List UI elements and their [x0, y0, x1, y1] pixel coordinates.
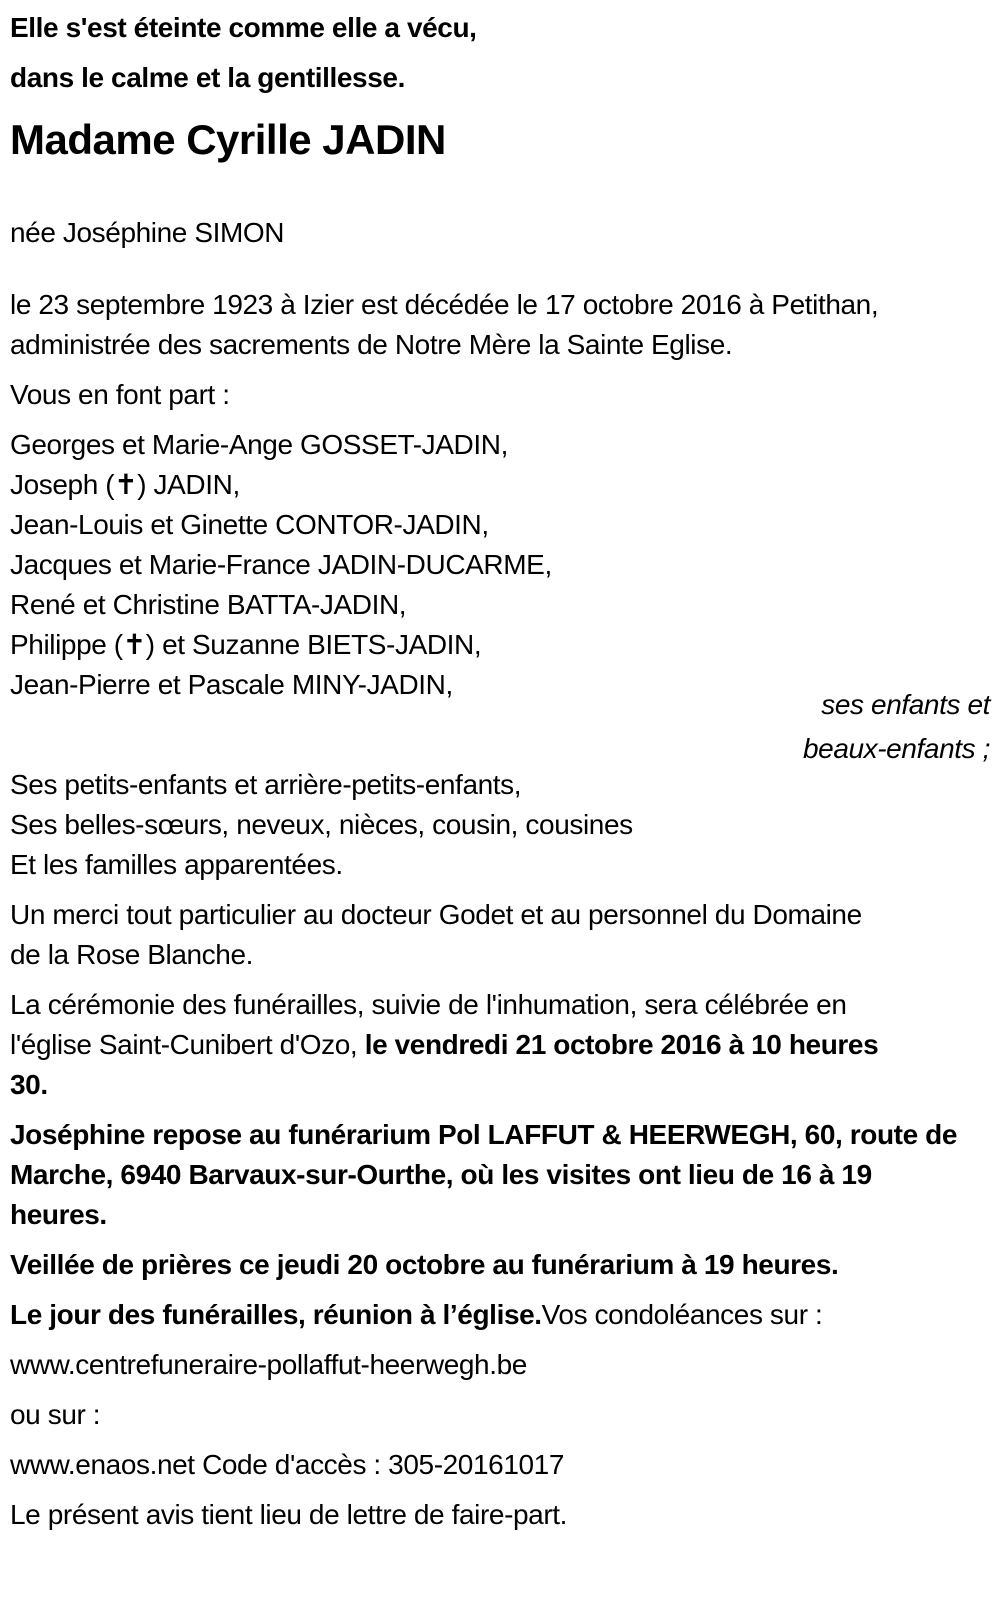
text-segment: née Joséphine SIMON [10, 217, 285, 248]
epitaph-line-1 [10, 8, 990, 48]
deceased-name: Madame Cyrille JADIN [10, 116, 446, 163]
text-segment: ou sur : [10, 1399, 101, 1430]
notice-body [10, 213, 990, 1535]
text-segment: Georges et Marie-Ange GOSSET-JADIN, [10, 429, 508, 460]
text-segment: Jacques et Marie-France JADIN-DUCARME, [10, 549, 552, 580]
text-segment: heures. [10, 1199, 107, 1230]
announcement-intro [10, 375, 990, 415]
text-segment: Ses petits-enfants et arrière-petits-enfants, [10, 769, 522, 800]
text-segment: l'église Saint-Cunibert d'Ozo, [10, 1029, 365, 1060]
website-enaos [10, 1445, 990, 1485]
text-segment: le vendredi 21 octobre 2016 à 10 heures [364, 1029, 879, 1060]
extended-family [10, 765, 990, 885]
family-list [10, 425, 990, 705]
text-segment: René et Christine BATTA-JADIN, [10, 589, 407, 620]
text-segment: administrée des sacrements de Notre Mère la Sainte Eglise. [10, 329, 733, 360]
text-segment: le 23 septembre 1923 à Izier est décédée le 17 octobre 2016 à Petithan, [10, 289, 879, 320]
text-segment: Veillée de prières ce jeudi 20 octobre au funérarium à 19 heures. [10, 1249, 839, 1280]
text-segment: Vous en font part : [10, 379, 230, 410]
ceremony [10, 985, 990, 1105]
birth-death [10, 285, 990, 365]
text-segment: Joséphine repose au funérarium Pol LAFFUT & HEERWEGH, 60, route de [10, 1119, 958, 1150]
text-segment: de la Rose Blanche. [10, 939, 254, 970]
or-on [10, 1395, 990, 1435]
text-segment: Philippe (✝) et Suzanne BIETS-JADIN, [10, 629, 482, 660]
funerarium-visits [10, 1115, 990, 1235]
text-segment: Marche, 6940 Barvaux-sur-Ourthe, où les visites ont lieu de 16 à 19 [10, 1159, 872, 1190]
text-segment: dans le calme et la gentillesse. [10, 62, 405, 93]
vigil [10, 1245, 990, 1285]
text-segment: La cérémonie des funérailles, suivie de l'inhumation, sera célébrée en [10, 989, 847, 1020]
website-primary [10, 1345, 990, 1385]
text-segment: www.enaos.net Code d'accès : 305-20161017 [10, 1449, 565, 1480]
text-segment: Et les familles apparentées. [10, 849, 343, 880]
meeting-condolences [10, 1295, 990, 1335]
epitaph-line-2 [10, 58, 990, 98]
text-segment: Vos condoléances sur : [541, 1299, 823, 1330]
epitaph-section [10, 8, 990, 98]
text-segment: Jean-Pierre et Pascale MINY-JADIN, [10, 669, 453, 700]
text-segment: 30. [10, 1069, 48, 1100]
text-segment: Le jour des funérailles, réunion à l’église. [10, 1299, 542, 1330]
faire-part-notice [10, 1495, 990, 1535]
text-segment: Jean-Louis et Ginette CONTOR-JADIN, [10, 509, 489, 540]
thanks [10, 895, 990, 975]
text-segment: Joseph (✝) JADIN, [10, 469, 240, 500]
text-segment: Un merci tout particulier au docteur Godet et au personnel du Domaine [10, 899, 862, 930]
text-segment: ses enfants et [821, 689, 990, 720]
text-segment: Le présent avis tient lieu de lettre de faire-part. [10, 1499, 568, 1530]
text-segment: Elle s'est éteinte comme elle a vécu, [10, 12, 477, 43]
maiden-name [10, 213, 990, 253]
text-segment: beaux-enfants ; [802, 733, 990, 764]
text-segment: www.centrefuneraire-pollaffut-heerwegh.be [10, 1349, 527, 1380]
text-segment: Ses belles-sœurs, neveux, nièces, cousin, cousines [10, 809, 633, 840]
